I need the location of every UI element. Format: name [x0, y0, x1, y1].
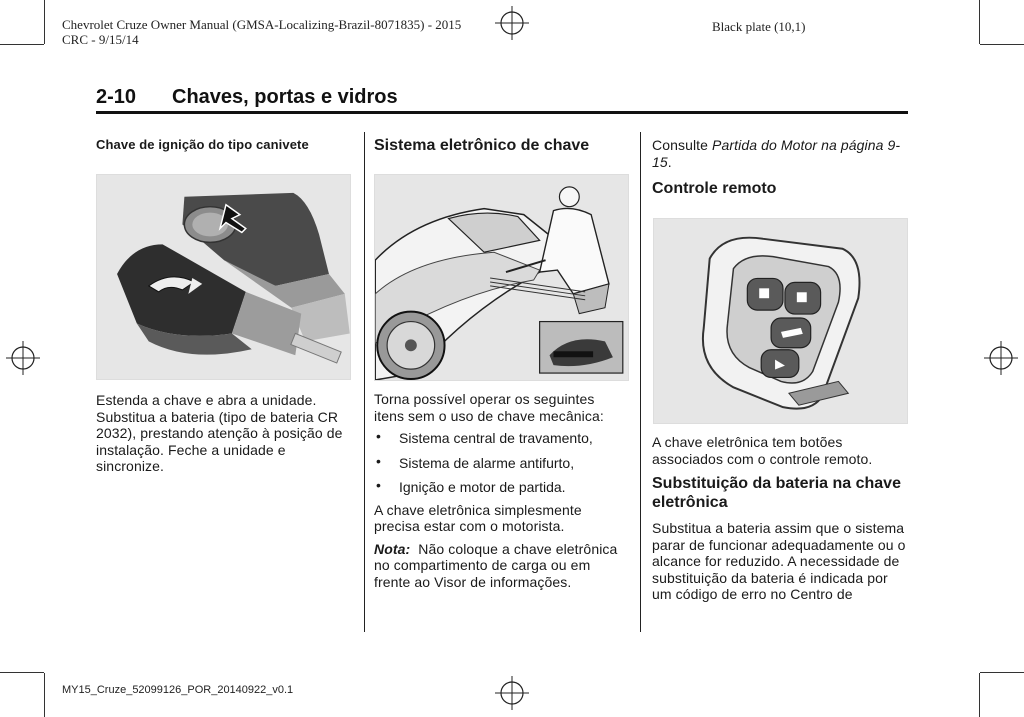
col2-body [374, 391, 626, 590]
flip-key-figure [96, 174, 351, 380]
page-number: 2-10 [96, 86, 137, 108]
print-header-line1: Chevrolet Cruze Owner Manual (GMSA-Localizing-Brazil-8071835) - 2015 [62, 17, 462, 32]
list-item [374, 479, 626, 496]
col1-body-text: Estenda a chave e abra a unidade. Substitua a bateria (tipo de bateria CR 2032), prestando atenção à posição de instalação. Feche a unidade e sincronize. [96, 392, 343, 474]
note-block [374, 541, 626, 591]
col2-intro: Torna possível operar os seguintes itens sem o uso de chave mecânica: [374, 391, 604, 424]
heading-sistema-eletronico: Sistema eletrônico de chave [374, 137, 590, 154]
column-divider-2 [640, 132, 641, 632]
section-title-text: Chaves, portas e vidros [172, 86, 398, 108]
consult-reference [652, 137, 908, 170]
remote-key-illustration [654, 219, 907, 423]
crop-mark-bottom-left-h [0, 672, 44, 673]
keyless-entry-figure [374, 174, 629, 381]
bullet-glyph: • [376, 428, 381, 444]
registration-mark-top [495, 6, 529, 40]
remote-description: A chave eletrônica tem botões associados com o controle remoto. [652, 434, 873, 467]
heading-substituicao-bateria: Substituição da bateria na chave eletrônica [652, 475, 901, 511]
note-text: Não coloque a chave eletrônica no compartimento de carga ou em frente ao Visor de informações. [374, 540, 618, 590]
registration-mark-bottom [495, 676, 529, 710]
plate-label: Black plate (10,1) [712, 19, 806, 34]
bullet-glyph: • [376, 477, 381, 493]
col2-paragraph: A chave eletrônica simplesmente precisa estar com o motorista. [374, 501, 582, 534]
keyless-entry-illustration [375, 175, 628, 380]
list-item-text: Sistema de alarme antifurto, [399, 454, 575, 471]
column-1 [96, 132, 354, 153]
footer-document-id: MY15_Cruze_52099126_POR_20140922_v0.1 [62, 684, 294, 696]
column-divider-1 [364, 132, 365, 632]
crop-mark-top-right-h [980, 44, 1024, 45]
crop-mark-top-right-v [979, 0, 980, 44]
title-rule [96, 111, 908, 114]
col3-body [652, 434, 908, 603]
crop-mark-top-left-h [0, 44, 44, 45]
list-item [374, 452, 626, 472]
crop-mark-bottom-right-h [980, 672, 1024, 673]
page-title [96, 86, 398, 109]
figure-caption: Chave de ignição do tipo canivete [96, 137, 309, 152]
battery-replacement-text: Substitua a bateria assim que o sistema parar de funcionar adequadamente ou o alcance for reduzido. A necessidade de substituição da bateria é indicada por um código de erro no Centro de [652, 520, 906, 602]
heading-controle-remoto: Controle remoto [652, 180, 777, 197]
registration-mark-left [6, 341, 40, 375]
print-header [62, 17, 461, 47]
note-label: Nota: [374, 540, 411, 557]
column-2 [374, 132, 626, 155]
column-3 [652, 132, 908, 198]
flip-key-illustration [97, 175, 350, 379]
list-item-text: Sistema central de travamento, [399, 430, 593, 446]
crop-mark-top-left-v [44, 0, 45, 44]
registration-mark-right [984, 341, 1018, 375]
print-header-line2: CRC - 9/15/14 [62, 32, 139, 47]
crop-mark-bottom-right-v [979, 673, 980, 717]
bullet-glyph: • [376, 452, 381, 469]
list-item [374, 430, 626, 447]
consult-suffix: . [667, 153, 672, 170]
consult-prefix: Consulte [652, 137, 713, 153]
remote-key-figure [653, 218, 908, 424]
crop-mark-bottom-left-v [44, 673, 45, 717]
consult-link[interactable]: Partida do Motor na página 9-15 [652, 137, 901, 170]
feature-list [374, 430, 626, 496]
key-inset [540, 322, 623, 373]
remote-body [703, 238, 860, 409]
list-item-text: Ignição e motor de partida. [399, 479, 566, 495]
